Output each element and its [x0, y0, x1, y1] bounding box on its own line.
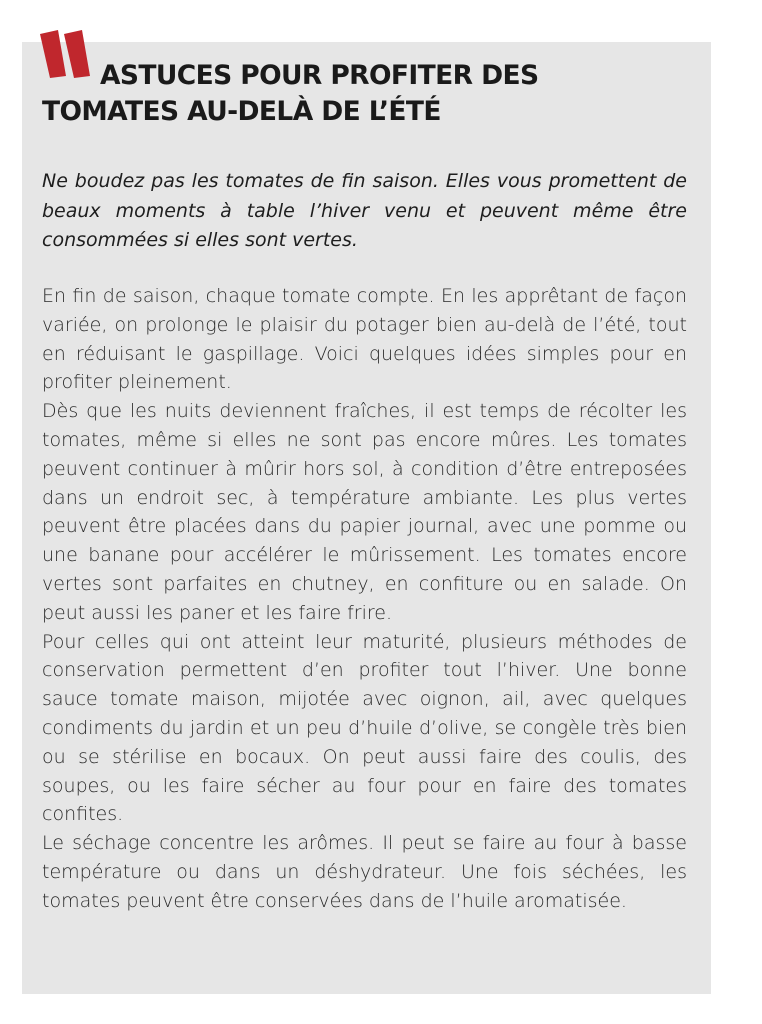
body-paragraph-4: Le séchage concentre les arômes. Il peut se faire au four à basse température ou dans un déshydrateur. Une fois séchées, les tomates peuvent être conservées dans de l’huile aromatisée.: [42, 832, 687, 912]
body-paragraph-3: Pour celles qui ont atteint leur maturité, plusieurs méthodes de conservation permettent d’en profiter tout l’hiver. Une bonne sauce tomate maison, mijotée avec oignon, ail, avec quelques condiments du jardin et un peu d’huile d’olive, se congèle très bien ou se stérilise en bocaux. On peut aussi faire des coulis, des soupes, ou les faire sécher au four pour en faire des tomates confites.: [42, 630, 687, 826]
article-title-line-2: TOMATES AU-DELÀ DE L’ÉTÉ: [42, 96, 441, 127]
body-paragraph-1: En fin de saison, chaque tomate compte. En les apprêtant de façon variée, on prolonge le plaisir du potager bien au-delà de l’été, tout en réduisant le gaspillage. Voici quelques idées simples pour en profiter pleinement.: [42, 285, 687, 394]
body-paragraph-2: Dès que les nuits deviennent fraîches, il est temps de récolter les tomates, même si elles ne sont pas encore mûres. Les tomates peuvent continuer à mûrir hors sol, à condition d’être entreposées dans un endroit sec, à température ambiante. Les plus vertes peuvent être placées dans du papier journal, avec une pomme ou une banane pour accélérer le mûrissement. Les tomates encore vertes sont parfaites en chutney, en confiture ou en salade. On peut aussi les paner et les faire frire.: [42, 400, 687, 624]
article-title: [42, 58, 682, 130]
article-title-line-1: ASTUCES POUR PROFITER DES: [100, 60, 539, 91]
article-body: [42, 282, 687, 916]
article-lead: Ne boudez pas les tomates de fin saison. Elles vous promettent de beaux moments à table l’hiver venu et peuvent même être consommées si elles sont vertes.: [42, 170, 687, 251]
